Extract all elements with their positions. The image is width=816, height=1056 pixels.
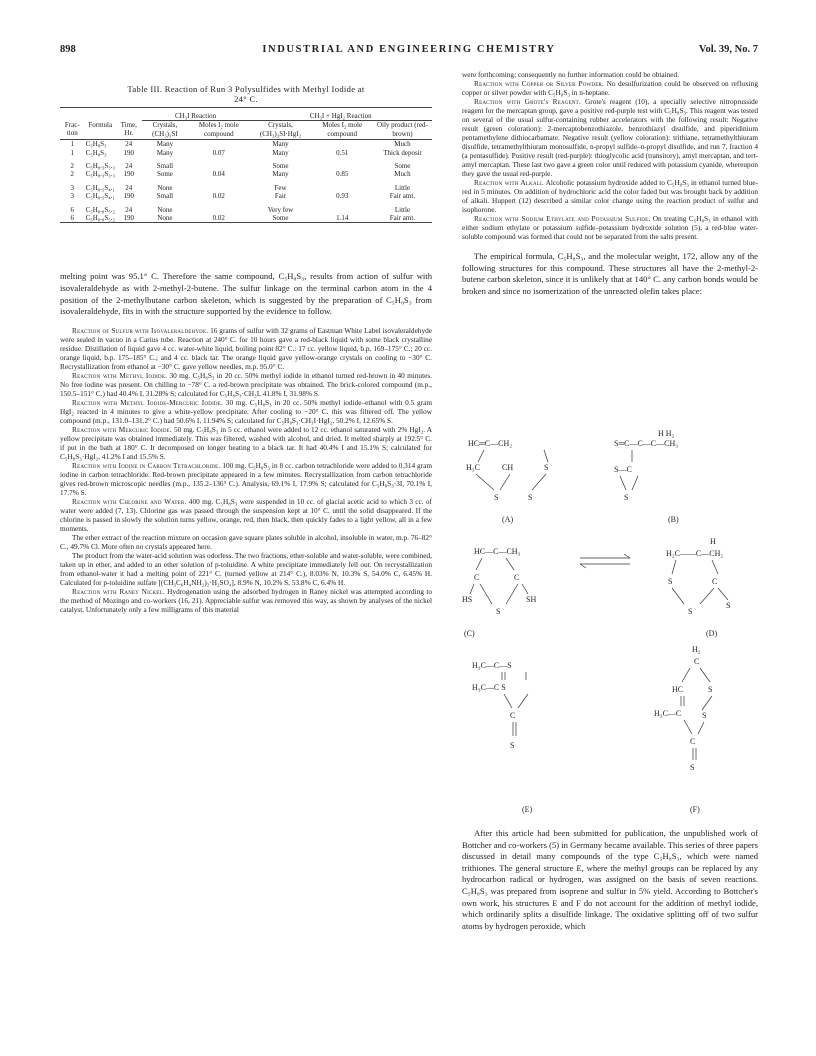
table-cell: 24 — [125, 162, 133, 171]
experimental-section — [60, 326, 432, 614]
structure-label: (B) — [668, 515, 679, 524]
structure-text: HC═C—CH₂ — [468, 439, 513, 448]
structure-text: S — [510, 741, 515, 750]
structure-text: H₂C——C—CH₂ — [666, 549, 724, 558]
table-cell: Many — [272, 148, 289, 157]
structure-text: S — [624, 493, 629, 502]
table-cell: 0.04 — [212, 170, 225, 179]
table-cell: None — [157, 214, 173, 223]
table-row — [60, 140, 432, 149]
paragraph: Reaction with Methyl Iodide. 30 mg. C₅H₈S₃ in 20 cc. 50% methyl iodide in ethanol turned red-brown in 40 minutes. No free iodine was present. On chilling to −78° C. a red-brown precipitate was obtained. The brick-colored compound (m.p., 150.5–151° C.) had 40.4% I, 31.28% S; calculated for C₅H₈S₃·CH₃I, 41.8% I, 31.98% S. — [60, 370, 433, 398]
table-cell: 3 — [70, 192, 75, 201]
table-cell: 2 — [70, 170, 75, 179]
page-number: 898 — [60, 44, 76, 55]
table-cell: Much — [394, 170, 411, 179]
structure-text: C — [712, 577, 718, 586]
structure-label: (F) — [690, 805, 700, 814]
right-body-2 — [462, 251, 758, 297]
equilibrium-arrow — [580, 554, 630, 568]
table-cell: Little — [394, 183, 411, 192]
structure-d — [666, 537, 730, 638]
structure-text: HS — [462, 595, 473, 604]
structure-text: S—C — [614, 465, 632, 474]
structure-text: HC — [672, 685, 684, 694]
table-cell: 0.93 — [336, 192, 349, 201]
group-header: CH₃I Reaction — [142, 112, 250, 121]
table-container — [60, 107, 432, 223]
right-column — [462, 70, 758, 297]
column-header: Formula — [85, 121, 116, 140]
table-row — [60, 179, 432, 192]
table-cell: 190 — [123, 214, 135, 223]
column-header: Crystals, (CH₃)₃SI·HgI₂ — [249, 121, 311, 140]
table-cell: 24 — [125, 140, 133, 149]
structure-text: H H₂ — [658, 429, 675, 438]
structure-text: H₃C—C — [654, 709, 682, 718]
structure-text: H₃C—C S — [472, 683, 506, 692]
table-cell: 1 — [70, 148, 75, 157]
structure-text: S — [690, 763, 695, 772]
table-cell: 0.07 — [212, 148, 225, 157]
structure-text: S — [528, 493, 533, 502]
table-row — [60, 214, 432, 222]
column-header: Time, Hr. — [116, 121, 142, 140]
table-cell: 24 — [125, 205, 133, 214]
table-cell: Small — [156, 162, 174, 171]
table-cell — [312, 201, 373, 214]
polysulfide-table — [60, 112, 432, 222]
structure-text: C — [510, 711, 516, 720]
table-cell: Some — [156, 170, 173, 179]
left-body — [60, 271, 432, 317]
table-cell: Fair amt. — [389, 192, 416, 201]
table-cell — [312, 157, 373, 170]
structure-text: S — [496, 607, 501, 616]
column-header: Oily product (red-brown) — [373, 121, 432, 140]
table-cell: 190 — [123, 148, 135, 157]
table-cell: 3 — [70, 183, 75, 192]
table-cell: 0.02 — [212, 192, 225, 201]
table-cell: Thick deposit — [383, 148, 422, 157]
table-caption: Table III. Reaction of Run 3 Polysulfides with Methyl Iodide at 24° C. — [127, 84, 365, 104]
right-body — [462, 70, 758, 241]
paragraph: Reaction with Iodine in Carbon Tetrachloride. 100 mg. C₅H₈S₃ in 8 cc. carbon tetrachloride were added to 0.314 gram iodine in carbon tetrachloride. Red-brown precipitate appeared in a few minutes. Recrystallization from carbon tetrachloride gives red-brown microscopic needles (m.p., 135.2–136° C.). Analysis, 69.1% I, 17.9% S; calculated for C₅H₈S₃·3I, 70.1% I, 17.7% S. — [60, 460, 432, 497]
paragraph: Reaction with Methyl Iodide-Mercuric Iodide. 30 mg. C₅H₈S₃ in 20 cc. 50% methyl iodide–ethanol with 0.5 gram HgI₂ reacted in 4 minutes to give a white-yellow precipitate. After cooling to −20° C. this was filtered off. The yellow compound (m.p., 131.0–131.2° C.) had 50.6% I, 11.94% S; calculated for C₅H₈S₃·CH₃I·HgI₂, 50.2% I, 12.65% S. — [60, 397, 433, 425]
paragraph: Reaction with Raney Nickel. Hydrogenation using the adsorbed hydrogen in Raney nickel was attempted according to the method of Mozingo and co-workers (16, 21). Appreciable sulfur was removed this way, as shown by analyses of the nickel catalyst. Unfortunately only a few milligrams of this material — [60, 586, 433, 614]
structure-text: S — [688, 607, 693, 616]
table-cell: C₅H₈.₃S₃.₃ — [85, 170, 115, 179]
structure-a — [466, 439, 548, 524]
closing-paragraph — [462, 828, 758, 932]
table-cell: C₅H₈.₃S₃.₃ — [85, 162, 115, 171]
table-cell: Little — [394, 205, 411, 214]
table-cell — [312, 179, 373, 192]
table-cell: Some — [272, 214, 289, 223]
table-cell: 2 — [70, 162, 75, 171]
table-cell: Many — [272, 170, 289, 179]
paragraph: The product from the water-acid solution was odorless. The two fractions, ether-soluble and water-soluble, were combined, taken up in ether, and added to an ether solution of p-toluidine. A white precipitate immediately fell out. On recrystallization from ethanol-water it had a melting point of 221° C. (turned yellow at 214° C.), 8.03% N, 10.3% S, 54.0% C, 6.45% H. Calculated for p-toluidine sulfate [(CH₃C₆H₄NH₂)₂·H₂SO₄], 8.9% N, 10.2% S, 53.8% C, 6.4% H. — [60, 550, 432, 587]
structure-text: C — [474, 573, 480, 582]
table-cell — [188, 140, 249, 149]
column-header: Moles I₂ mole compound — [188, 121, 249, 140]
table-header-row — [60, 121, 432, 140]
structure-text: CH — [502, 463, 514, 472]
table-cell — [188, 201, 249, 214]
structure-text: C — [690, 737, 696, 746]
table-cell: Fair — [274, 192, 287, 201]
structure-text: S — [726, 601, 731, 610]
table-cell: Much — [394, 140, 411, 149]
paragraph: Reaction with Sodium Ethylate and Potassium Sulfide. On treating C₅H₈S₃ in ethanol with either sodium ethylate or potassium sulfide–potassium hydroxide solution (5), a red-blue water-soluble compound was formed that could not be separated from the salts present. — [462, 214, 758, 241]
table-cell: Some — [272, 162, 289, 171]
table-cell: Many — [156, 148, 174, 157]
structure-text: C — [514, 573, 520, 582]
column-header: Moles I₂ mole compound — [312, 121, 373, 140]
table-cell: Many — [156, 140, 174, 149]
table-cell: None — [157, 205, 173, 214]
page-header — [60, 44, 758, 58]
table-cell: C₅H₈.₈S₅.₂ — [85, 214, 115, 223]
structure-label: (C) — [464, 629, 475, 638]
structure-c — [462, 547, 536, 638]
paragraph: Reaction with Alkali. Alcoholic potassium hydroxide added to C₅H₈S₃ in ethanol turned blue-red in 5 minutes. On addition of hydrochloric acid the color faded but was brought back by addition of alkali. Huppert (12) described a similar color change using the reaction product of sulfur and isophorone. — [462, 178, 758, 214]
table-row — [60, 192, 432, 200]
structure-label: (A) — [502, 515, 514, 524]
table-cell: 190 — [123, 170, 135, 179]
table-row — [60, 149, 432, 157]
table-cell: 6 — [70, 214, 75, 223]
journal-title: INDUSTRIAL AND ENGINEERING CHEMISTRY — [262, 44, 556, 55]
table-cell: Some — [394, 162, 411, 171]
table-cell: Small — [156, 192, 174, 201]
paragraph: Reaction with Grote's Reagent. Grote's reagent (10), a specially selective nitroprusside reagent for the mercaptan group, gave a positive red-purple test with C₅H₈S₃. This reagent was tested on several of the usual sulfur-containing rubber accelerators with the following result: Negative result (green coloration): 2-mercaptobenzothiazole, benzothiazyl disulfide, and piperidinium pentamethylene dithiocarbamate. Negative result (yellow coloration): trithiane, tetramethylthiuram disulfide, tetramethylthiuram monosulfide, n-propyl sulfide–n-propyl disulfide, and run 7, fraction 4 (a pentasulfide). Positive result (red-purple): thioglycolic acid (transitory), amyl mercaptan, and tert-amyl mercaptan. These last two gave a green color until reduced with potassium cyanide, whereupon they gave the usual red-purple. — [462, 97, 758, 178]
table-cell: 6 — [70, 205, 75, 214]
paragraph: After this article had been submitted for publication, the unpublished work of Bottcher and co-workers (5) in Germany became available. This series of three papers discussed in detail many compounds of the type C₅H₈S₃, which were named trithiones. The general structure E, where the methyl groups can be replaced by any hydrocarbon radical or hydrogen, was assigned on the basis of seven reactions. C₅H₈S₃ was prepared from isoprene and sulfur in 5% yield. According to Bottcher's own work, his structures E and F do not account for the addition of methyl iodide, which ordinarily splits a disulfide linkage. The oxidative splitting off of two sulfur atoms by hydrogen peroxide, which — [462, 828, 758, 931]
table-cell: 1 — [70, 140, 75, 149]
paragraph: The ether extract of the reaction mixture on occasion gave square plates soluble in alcohol, insoluble in water, m.p. 76–82° C., 49.7% Cl. More often no crystals appeared here. — [60, 532, 432, 551]
table-cell: 0.02 — [212, 214, 225, 223]
table-cell: Many — [272, 140, 289, 149]
structure-text: H₂ — [692, 645, 701, 654]
table-cell: C₅H₈.₅S₄.₁ — [85, 192, 115, 201]
table-cell: 190 — [123, 192, 135, 201]
structure-label: (E) — [522, 805, 533, 814]
structure-diagram — [462, 420, 758, 820]
structure-text: SH — [526, 595, 537, 604]
table-cell: Fair amt. — [389, 214, 416, 223]
structure-text: HC—C—CH₃ — [474, 547, 521, 556]
table-row — [60, 170, 432, 178]
paragraph: Reaction of Sulfur with Isovaleraldehyde. 16 grams of sulfur with 32 grams of Eastman White Label isovaleraldehyde were sealed in vacuo in a Carius tube. Reaction at 240° C. for 10 hours gave a red-black liquid with some black crystalline residue. Distillation of liquid gave 4 cc. water-white liquid, boiling point 82° C.: 17 cc. yellow liquid, b.p. 169–175° C.; 20 cc. orange liquid, b.p. 175–185° C.; and 4 cc. black tar. The orange liquid gave yellow-orange crystals on cooling to −30° C. Recrystallization from ethanol at −30° C. gave yellow needles, m.p. 95.0° C. — [60, 325, 432, 371]
structure-text: S — [544, 463, 549, 472]
structure-text: H₃C—C—S — [472, 661, 512, 670]
paragraph: Reaction with Copper or Silver Powder. No desulfurization could be observed on refluxing copper or silver powder with C₅H₈S₃ in n-heptane. — [462, 79, 758, 97]
table-cell — [312, 140, 373, 149]
left-column — [60, 70, 432, 614]
structure-f — [654, 645, 712, 814]
structure-e — [472, 661, 533, 814]
structure-figures — [462, 420, 758, 820]
table-cell: Very few — [267, 205, 294, 214]
structure-text: S — [494, 493, 499, 502]
table-row — [60, 201, 432, 214]
volume-info: Vol. 39, No. 7 — [698, 44, 758, 55]
structure-text: S — [668, 577, 673, 586]
paragraph: were forthcoming; consequently no further information could be obtained. — [462, 70, 680, 79]
structure-b — [614, 429, 679, 524]
table-cell — [188, 157, 249, 170]
table-cell: 1.14 — [336, 214, 349, 223]
table-cell: C₅H₈.₅S₄.₁ — [85, 183, 115, 192]
table-cell: C₅H₈S₃ — [85, 140, 107, 149]
table-cell: Few — [274, 183, 287, 192]
structure-text: H — [710, 537, 716, 546]
structure-text: S — [702, 711, 707, 720]
group-header: CH₃I + HgI₂ Reaction — [249, 112, 432, 121]
paragraph: Reaction with Mercuric Iodide. 50 mg. C₅H₈S₃ in 5 cc. ethanol were added to 12 cc. ethanol saturated with 2% HgI₂. A yellow precipitate was obtained immediately. This was filtered, washed with alcohol, and dried. It melted sharply at 192.5° C. if put in the bath at 180° C. It decomposed on longer heating to a black tar. It had 40.4% I and 15.1% S; calculated for C₅H₈S₃·HgI₂, 41.2% I and 15.5% S. — [60, 424, 433, 461]
table-cell: C₅H₈S₃ — [85, 148, 107, 157]
paragraph: melting point was 95.1° C. Therefore the same compound, C₅H₈S₃, results from action of sulfur with isovaleraldehyde as with 2-methyl-2-butene. The sulfur linkage on the terminal carbon atom in the 4 position of the 2-methylbutane carbon skeleton, which is suggested by the preparation of C₅H₈S₃ from isovaleraldehyde, fits in with the structure supported by the evidence to follow. — [60, 271, 432, 317]
table-cell — [188, 179, 249, 192]
structure-text: S═C—C—C—CH₃ — [614, 439, 679, 448]
structure-text: S — [708, 685, 713, 694]
table-row — [60, 157, 432, 170]
structure-text: C — [694, 657, 700, 666]
table-cell: C₅H₈.₈S₅.₂ — [85, 205, 115, 214]
structure-label: (D) — [706, 629, 718, 638]
paragraph: Reaction with Chlorine and Water. 400 mg. C₅H₈S₃ were suspended in 10 cc. of glacial acetic acid to which 3 cc. of water were added (7, 13). Chlorine gas was passed through the suspension kept at 10° C. until the solid disappeared. If the chlorine is passed in slowly the solution turns yellow, orange, red, then black, then quickly fades to a light yellow, all in a few moments. — [60, 496, 432, 533]
column-header: Crystals, (CH₃)₃SI — [142, 121, 188, 140]
structure-text: H₃C — [466, 463, 480, 472]
column-header: Frac-tion — [60, 121, 85, 140]
table-cell: 24 — [125, 183, 133, 192]
table-cell: None — [157, 183, 173, 192]
paragraph: The empirical formula, C₅H₈S₃, and the molecular weight, 172, allow any of the following structures for this compound. These structures all have the 2-methyl-2-butene carbon skeleton, since it is unlikely that at 140° C. any carbon bonds would be broken and since no isomerization of the unreacted olefin takes place: — [462, 251, 758, 296]
table-cell: 0.51 — [336, 148, 349, 157]
table-cell: 0.85 — [336, 170, 349, 179]
